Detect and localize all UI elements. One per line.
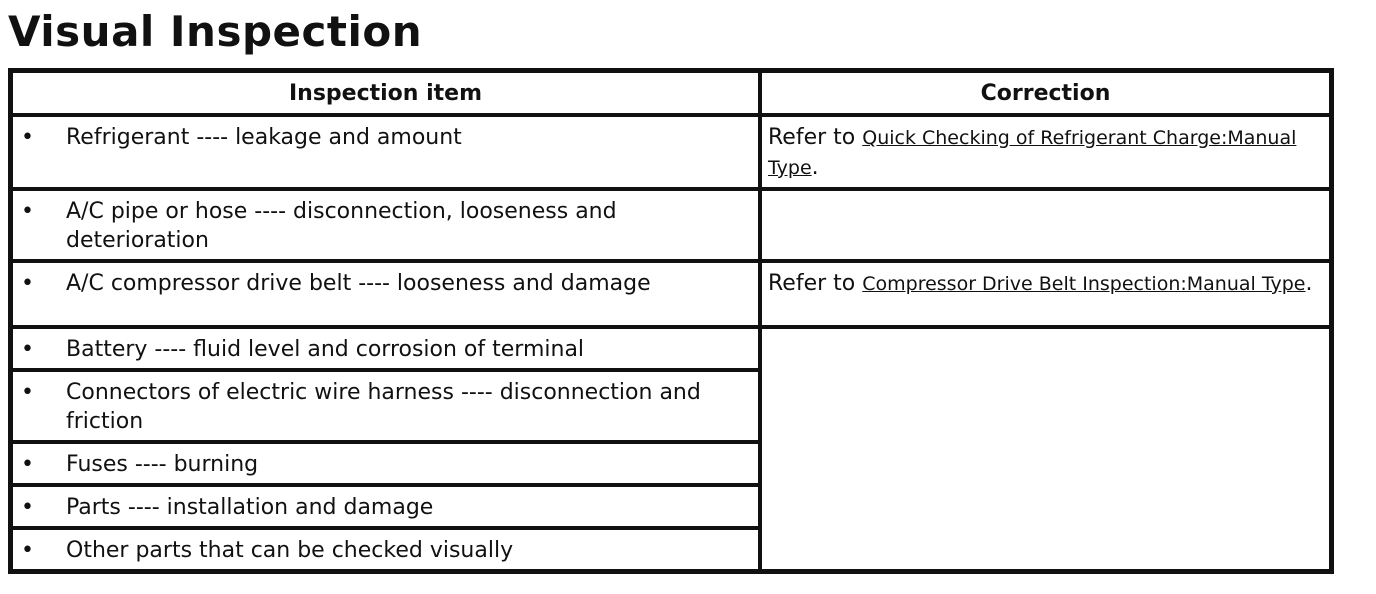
inspection-item-text: Connectors of electric wire harness ---- disconnection and friction [66, 380, 701, 434]
bullet-icon: • [21, 380, 34, 405]
correction-prefix: Refer to [768, 271, 863, 296]
correction-prefix: Refer to [768, 125, 863, 150]
table-header-row [11, 71, 1331, 115]
page-title: Visual Inspection [8, 7, 423, 56]
inspection-item-cell [11, 442, 760, 485]
correction-cell-empty [760, 189, 1331, 261]
inspection-item-cell [11, 528, 760, 571]
table-row [11, 327, 1331, 370]
table-row [11, 189, 1331, 261]
bullet-icon: • [21, 538, 34, 563]
header-correction: Correction [760, 71, 1331, 115]
bullet-icon: • [21, 495, 34, 520]
inspection-table [8, 68, 1334, 574]
inspection-item-text: Other parts that can be checked visually [66, 538, 514, 563]
bullet-icon: • [21, 452, 34, 477]
inspection-item-text: A/C pipe or hose ---- disconnection, looseness and deterioration [66, 199, 617, 253]
inspection-item-cell [11, 189, 760, 261]
correction-suffix: . [811, 155, 819, 180]
inspection-item-text: Fuses ---- burning [66, 452, 259, 477]
bullet-icon: • [21, 271, 34, 296]
table-row [11, 261, 1331, 327]
correction-cell [760, 261, 1331, 327]
inspection-item-cell [11, 115, 760, 189]
inspection-item-text: A/C compressor drive belt ---- looseness and damage [66, 271, 651, 296]
refrigerant-charge-link[interactable]: Quick Checking of Refrigerant Charge:Manual Type [768, 127, 1297, 179]
correction-suffix: . [1305, 271, 1313, 296]
correction-cell-empty [760, 327, 1331, 571]
inspection-item-cell [11, 370, 760, 442]
inspection-item-text: Battery ---- fluid level and corrosion of terminal [66, 337, 585, 362]
bullet-icon: • [21, 125, 34, 150]
drive-belt-inspection-link[interactable]: Compressor Drive Belt Inspection:Manual Type [862, 273, 1306, 295]
inspection-item-cell [11, 327, 760, 370]
table-row [11, 115, 1331, 189]
inspection-item-text: Refrigerant ---- leakage and amount [66, 125, 462, 150]
inspection-item-cell [11, 485, 760, 528]
correction-cell [760, 115, 1331, 189]
bullet-icon: • [21, 199, 34, 224]
inspection-item-text: Parts ---- installation and damage [66, 495, 434, 520]
inspection-item-cell [11, 261, 760, 327]
header-inspection-item: Inspection item [11, 71, 760, 115]
bullet-icon: • [21, 337, 34, 362]
